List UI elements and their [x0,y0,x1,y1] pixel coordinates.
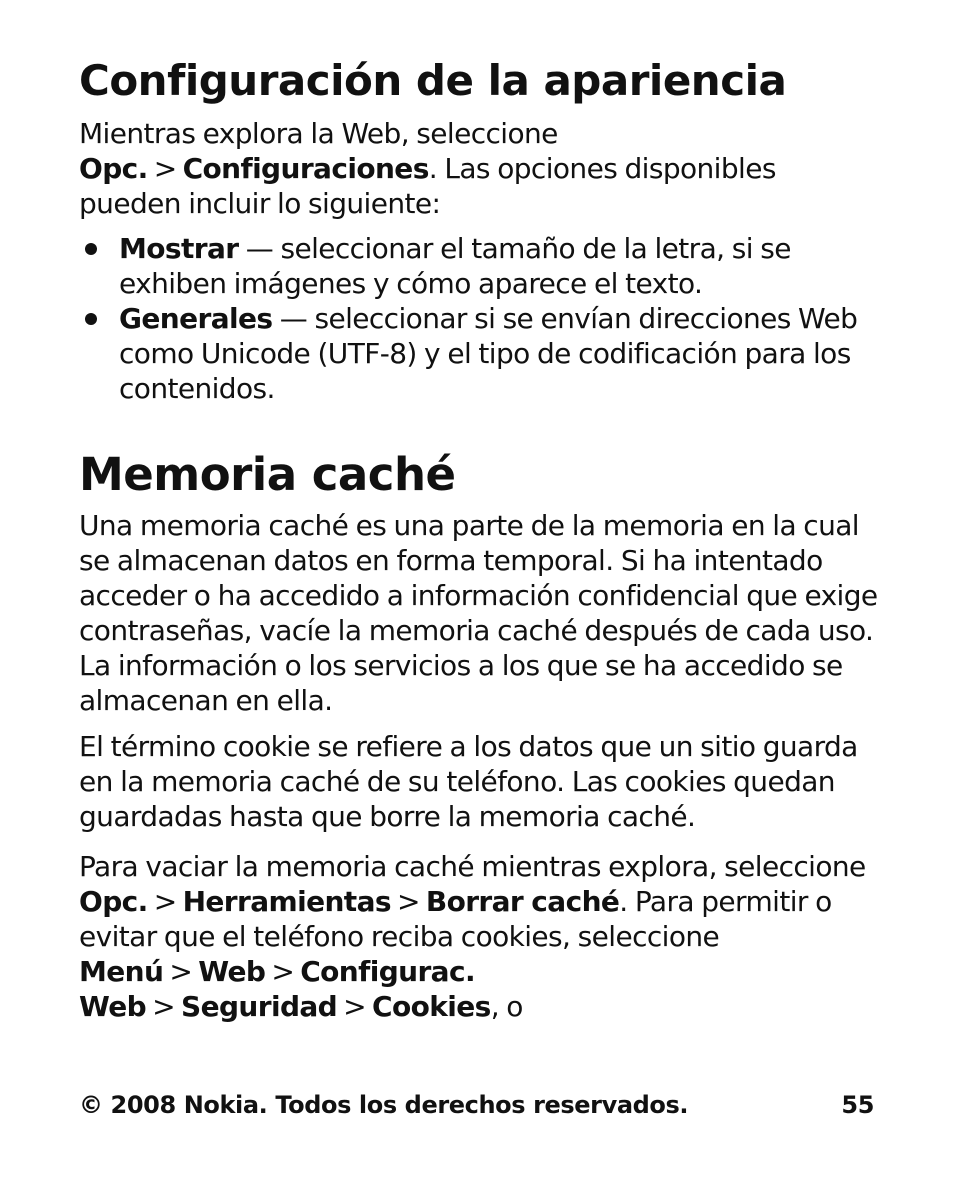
menu-separator: > [169,955,193,988]
cache-text-end: , o [490,990,523,1023]
menu-separator: > [152,990,175,1023]
intro-paragraph [79,116,879,221]
menu-separator: > [271,955,295,988]
options-list [79,231,879,406]
manual-page [79,0,879,1180]
option-description: — seleccionar si se envían direcciones Web como Unicode (UTF-8) y el tipo de codificación para los contenidos. [119,302,858,405]
cache-text: . Para permitir o evitar que el teléfono reciba cookies, seleccione [79,885,832,953]
option-term: Mostrar [119,232,239,265]
menu-menu: Menú [79,955,164,988]
menu-separator: > [153,152,177,185]
page-number: 55 [841,1091,874,1119]
menu-opc: Opc. [79,885,148,918]
cache-paragraph-1: Una memoria caché es una parte de la memoria en la cual se almacenan datos en forma temporal. Si ha intentado acceder o ha accedido a información confidencial que exige contraseñas, vacíe la memoria caché después de cada uso. La información o los servicios a los que se ha accedido se almacenan en ella. [79,509,878,717]
menu-herramientas: Herramientas [182,885,391,918]
list-item [79,231,879,301]
menu-borrar-cache: Borrar caché [425,885,620,918]
cache-paragraph-2: El término cookie se refiere a los datos que un sitio guarda en la memoria caché de su teléfono. Las cookies quedan guardadas hasta que borre la memoria caché. [79,730,858,833]
section-title-cache: Memoria caché [79,448,456,501]
menu-separator: > [343,990,366,1023]
menu-configuraciones: Configuraciones [182,152,429,185]
intro-text-end: . Las opciones disponibles pueden incluir lo siguiente: [79,152,776,220]
menu-web: Web [198,955,266,988]
menu-seguridad: Seguridad [181,990,338,1023]
menu-separator: > [153,885,177,918]
option-description: — seleccionar el tamaño de la letra, si se exhiben imágenes y cómo aparece el texto. [119,232,791,300]
menu-configurac-web: Configurac. Web [79,955,476,1023]
bullet-icon [85,313,97,325]
option-term: Generales [119,302,273,335]
cache-paragraph-3 [79,849,879,1024]
cache-text: Para vaciar la memoria caché mientras explora, seleccione [79,850,866,883]
menu-separator: > [396,885,420,918]
copyright-notice: © 2008 Nokia. Todos los derechos reservados. [79,1091,689,1119]
list-item [79,301,879,406]
menu-opc: Opc. [79,152,148,185]
bullet-icon [85,243,97,255]
section-title-appearance: Configuración de la apariencia [79,56,787,105]
menu-cookies: Cookies [372,990,491,1023]
intro-text: Mientras explora la Web, seleccione [79,117,558,150]
